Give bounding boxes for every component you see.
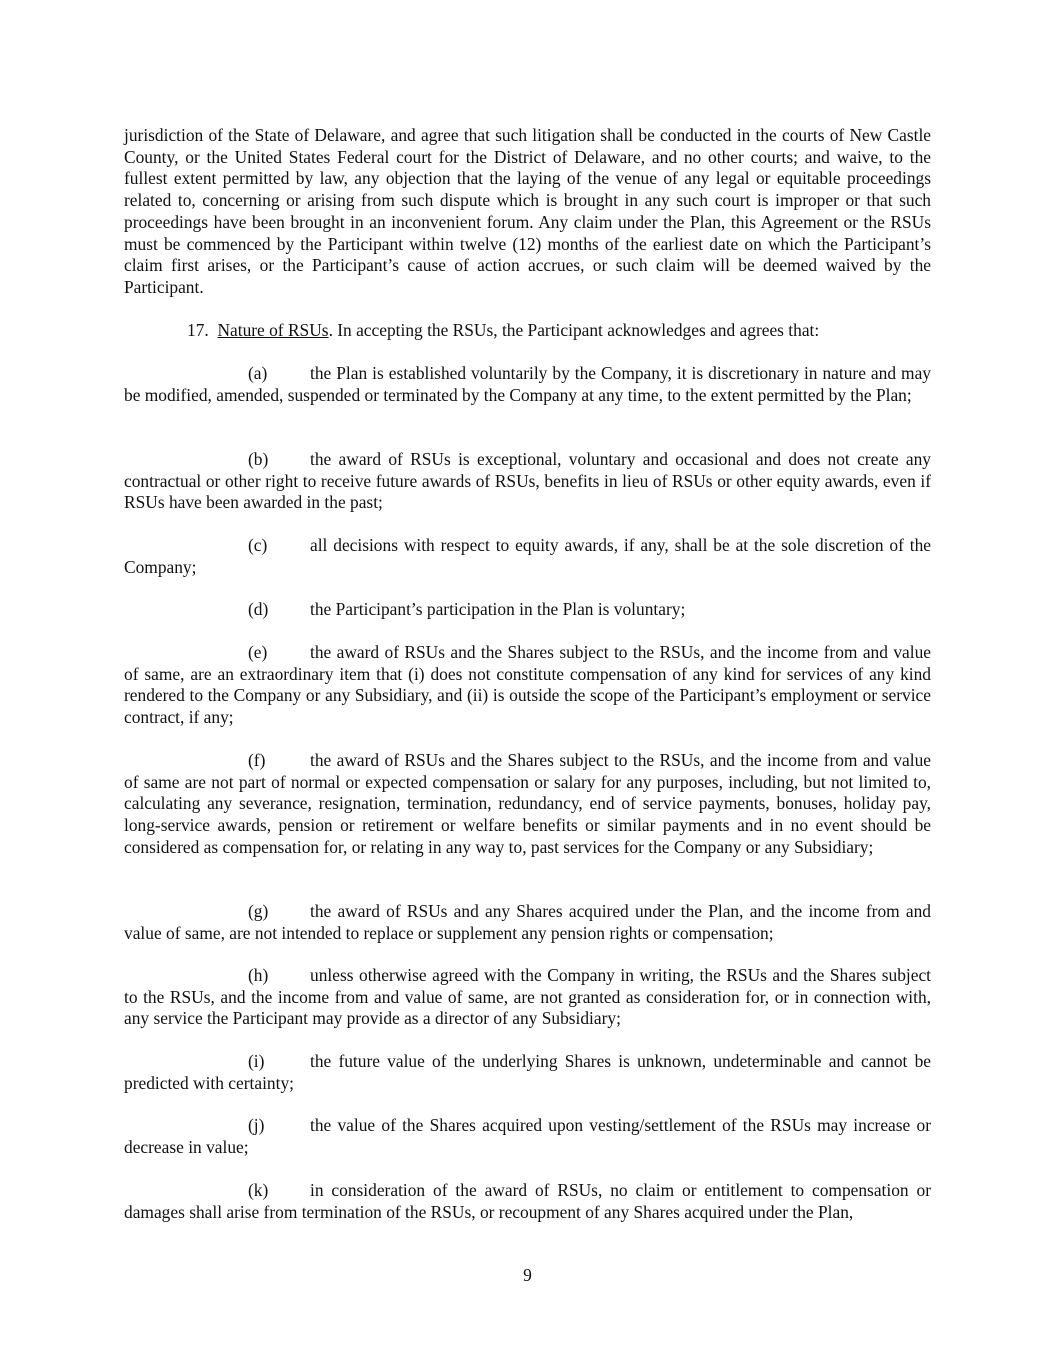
item-text: unless otherwise agreed with the Company in writing, the RSUs and the Shares subject to the RSUs, and the income from and value of same, are not granted as consideration for, or in connection with, any service the Participant may provide as a director of any Subsidiary;	[124, 965, 931, 1029]
item-text: the Plan is established voluntarily by the Company, it is discretionary in nature and may be modified, amended, suspended or terminated by the Company at any time, to the extent permitted by the Plan;	[124, 363, 931, 405]
item-label: (d)	[248, 599, 269, 619]
item-label: (b)	[248, 449, 269, 469]
item-label: (a)	[248, 363, 268, 383]
item-text: all decisions with respect to equity awards, if any, shall be at the sole discretion of the Company;	[124, 535, 931, 577]
list-item	[124, 363, 931, 406]
list-item	[124, 449, 931, 514]
list-item	[124, 1180, 931, 1223]
list-item	[124, 901, 931, 944]
intro-paragraph: jurisdiction of the State of Delaware, and agree that such litigation shall be conducted in the courts of New Castle County, or the United States Federal court for the District of Delaware, and no other courts; and waive, to the fullest extent permitted by law, any objection that the laying of the venue of any legal or equitable proceedings related to, concerning or arising from such dispute which is brought in any such court is improper or that such proceedings have been brought in an inconvenient forum. Any claim under the Plan, this Agreement or the RSUs must be commenced by the Participant within twelve (12) months of the earliest date on which the Participant’s claim first arises, or the Participant’s cause of action accrues, or such claim will be deemed waived by the Participant.	[124, 125, 931, 297]
list-item	[124, 1051, 931, 1094]
item-label: (f)	[248, 750, 266, 770]
section-number: 17.	[187, 320, 209, 340]
item-text: in consideration of the award of RSUs, no claim or entitlement to compensation or damages shall arise from termination of the RSUs, or recoupment of any Shares acquired under the Plan,	[124, 1180, 931, 1222]
item-label: (h)	[248, 965, 269, 985]
item-text: the Participant’s participation in the Plan is voluntary;	[310, 599, 686, 619]
item-text: the award of RSUs is exceptional, voluntary and occasional and does not create any contractual or other right to receive future awards of RSUs, benefits in lieu of RSUs or other equity awards, even if RSUs have been awarded in the past;	[124, 449, 931, 513]
page-number: 9	[523, 1265, 532, 1285]
item-label: (c)	[248, 535, 268, 555]
item-text: the award of RSUs and any Shares acquired under the Plan, and the income from and value of same, are not intended to replace or supplement any pension rights or compensation;	[124, 901, 931, 943]
item-label: (k)	[248, 1180, 269, 1200]
item-text: the award of RSUs and the Shares subject to the RSUs, and the income from and value of same are not part of normal or expected compensation or salary for any purposes, including, but not limited to, calculating any severance, resignation, termination, redundancy, end of service payments, bonuses, holiday pay, long-service awards, pension or retirement or welfare benefits or similar payments and in no event should be considered as compensation for, or relating in any way to, past services for the Company or any Subsidiary;	[124, 750, 931, 857]
item-text: the value of the Shares acquired upon vesting/settlement of the RSUs may increase or decrease in value;	[124, 1115, 931, 1157]
item-label: (i)	[248, 1051, 265, 1071]
section-title: Nature of RSUs	[217, 320, 329, 340]
list-item	[124, 535, 931, 578]
list-item	[124, 599, 931, 621]
section-17-heading	[124, 320, 931, 342]
list-item	[124, 642, 931, 729]
section-intro: . In accepting the RSUs, the Participant acknowledges and agrees that:	[328, 320, 820, 340]
item-text: the award of RSUs and the Shares subject to the RSUs, and the income from and value of same, are an extraordinary item that (i) does not constitute compensation of any kind for services of any kind rendered to the Company or any Subsidiary, and (ii) is outside the scope of the Participant’s employment or service contract, if any;	[124, 642, 931, 728]
item-label: (g)	[248, 901, 269, 921]
list-item	[124, 750, 931, 859]
item-label: (j)	[248, 1115, 265, 1135]
list-item	[124, 1115, 931, 1158]
list-item	[124, 965, 931, 1030]
item-label: (e)	[248, 642, 268, 662]
item-text: the future value of the underlying Shares is unknown, undeterminable and cannot be predicted with certainty;	[124, 1051, 931, 1093]
